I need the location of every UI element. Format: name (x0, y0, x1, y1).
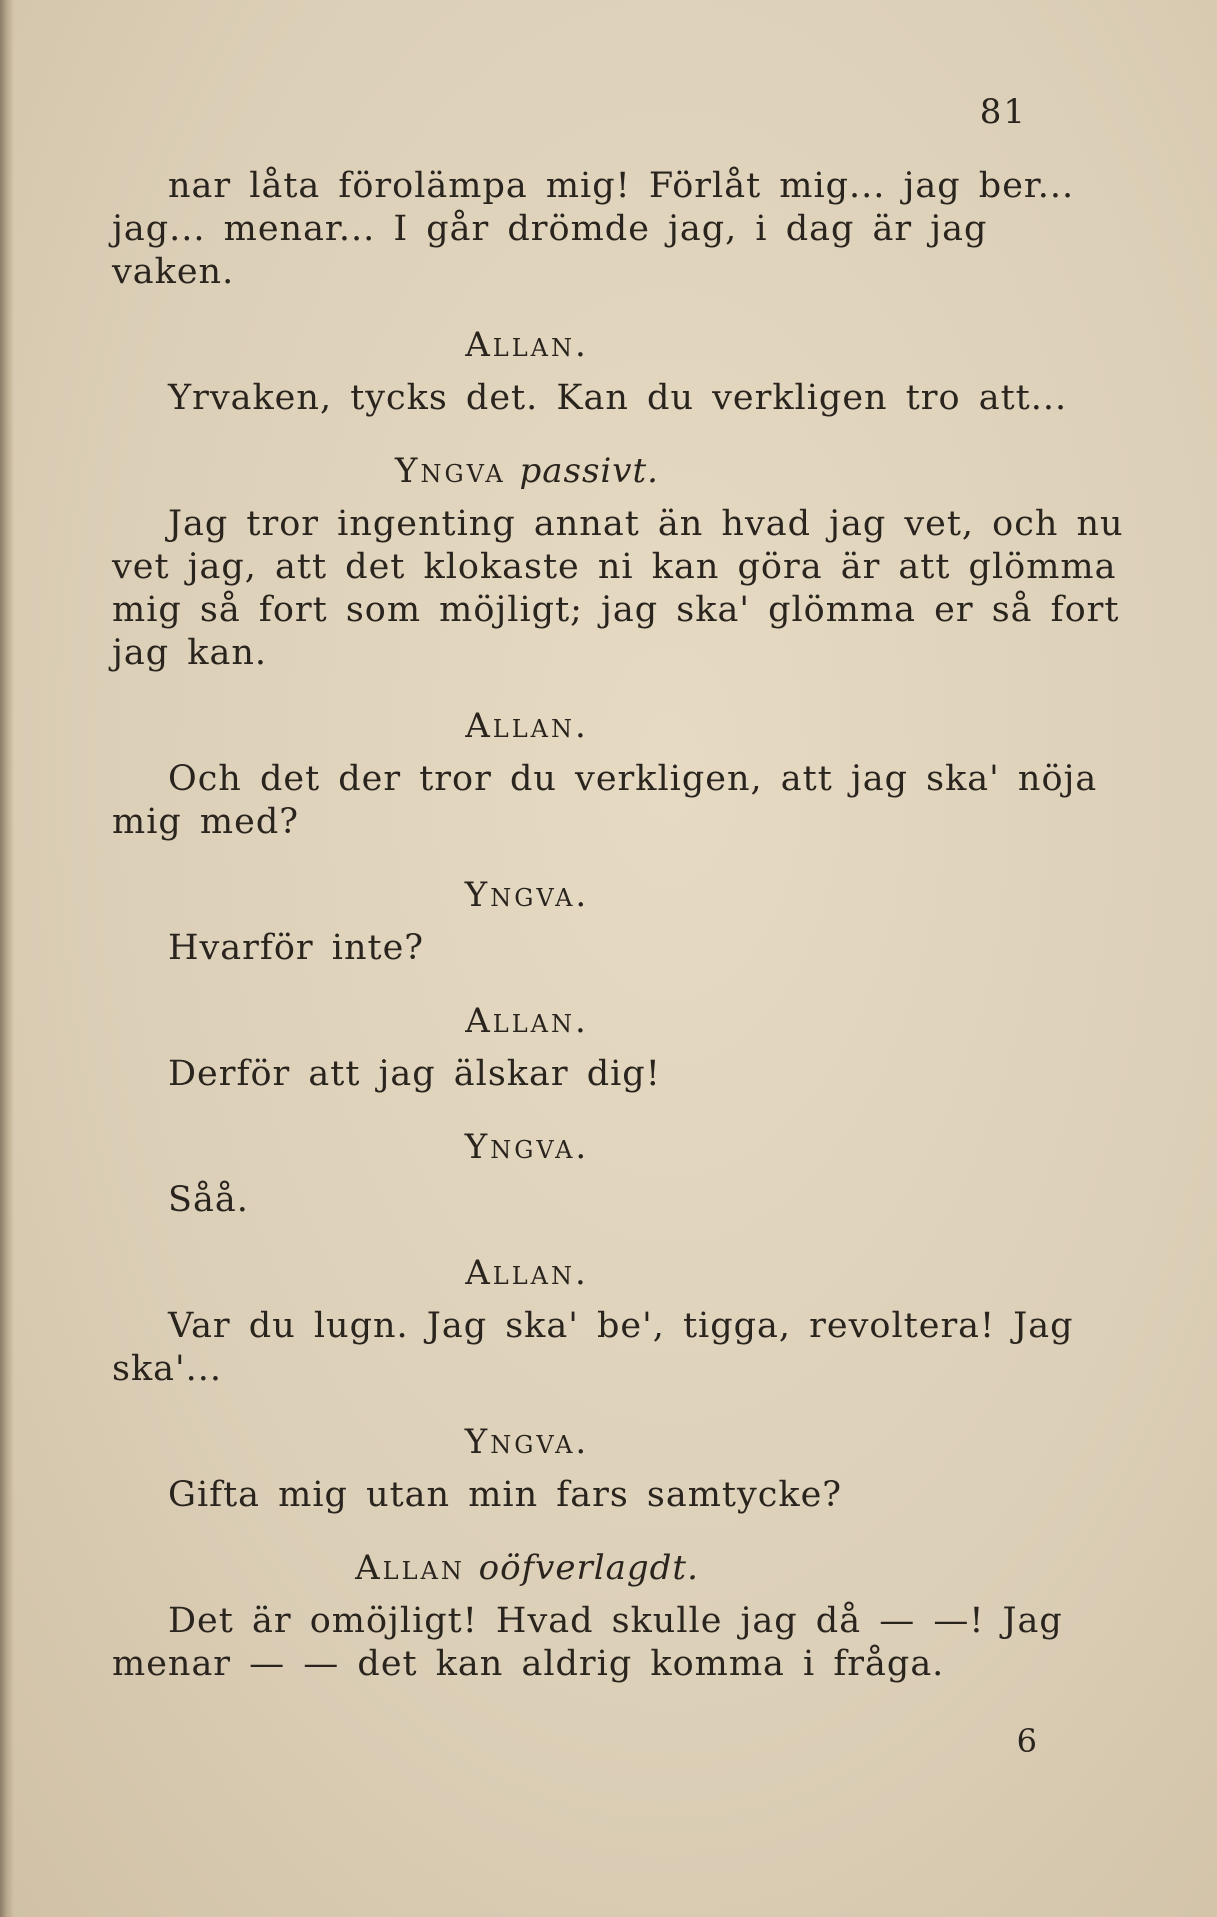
text-line: Det är omöjligt! Hvad skulle jag då — —! Jag (168, 1601, 1063, 1641)
speaker-name: Allan. (465, 325, 589, 365)
text-line: menar — — det kan aldrig komma i fråga. (112, 1644, 945, 1684)
text-line: vet jag, att det klokaste ni kan göra är att glömma (112, 547, 1117, 587)
dialogue-paragraph (112, 758, 1098, 844)
speaker-name: Yngva. (464, 875, 590, 915)
signature-mark: 6 (1016, 1722, 1037, 1760)
text-line: jag... menar... I går drömde jag, i dag är jag (112, 209, 988, 249)
text-line: vaken. (112, 252, 235, 292)
speaker-name: Yngva. (464, 1127, 590, 1167)
dialogue-paragraph (112, 377, 1072, 420)
text-line: Yrvaken, tycks det. Kan du verkligen tro att... (168, 378, 1068, 418)
text-line: Och det der tror du verkligen, att jag ska' nöja (168, 759, 1098, 799)
dialogue-paragraph (112, 1474, 1072, 1517)
speaker-name: Allan (355, 1548, 465, 1588)
page-text (112, 165, 1124, 1686)
text-line: Jag tror ingenting annat än hvad jag vet, och nu (168, 504, 1124, 544)
text-line: mig så fort som möjligt; jag ska' glömma er så fort (112, 590, 1120, 630)
text-line: nar låta förolämpa mig! Förlåt mig... jag ber... (168, 166, 1075, 206)
dialogue-paragraph (112, 1179, 1072, 1222)
text-line: ska'... (112, 1349, 223, 1389)
text-line: mig med? (112, 802, 299, 842)
stage-direction: passivt. (519, 451, 659, 491)
dialogue-paragraph (112, 1053, 1072, 1096)
text-line: Hvarför inte? (168, 928, 425, 968)
speaker-heading (112, 1547, 1072, 1590)
dialogue-paragraph (112, 165, 1075, 294)
speaker-name: Yngva. (464, 1422, 590, 1462)
text-line: Var du lugn. Jag ska' be', tigga, revoltera! Jag (168, 1306, 1074, 1346)
text-line: Derför att jag älskar dig! (168, 1054, 661, 1094)
page-number: 81 (979, 92, 1027, 132)
text-line: jag kan. (112, 633, 267, 673)
speaker-name: Allan. (465, 1253, 589, 1293)
dialogue-paragraph (112, 1600, 1072, 1686)
speaker-name: Allan. (465, 706, 589, 746)
text-line: Såå. (168, 1180, 249, 1220)
speaker-name: Yngva (395, 451, 506, 491)
dialogue-paragraph (112, 1305, 1072, 1391)
spine-shadow (0, 0, 14, 1917)
speaker-name: Allan. (465, 1001, 589, 1041)
text-line: Gifta mig utan min fars samtycke? (168, 1475, 843, 1515)
dialogue-paragraph (112, 927, 1072, 970)
speaker-heading (112, 450, 1072, 493)
stage-direction: oöfverlagdt. (478, 1548, 699, 1588)
dialogue-paragraph (112, 503, 1124, 675)
